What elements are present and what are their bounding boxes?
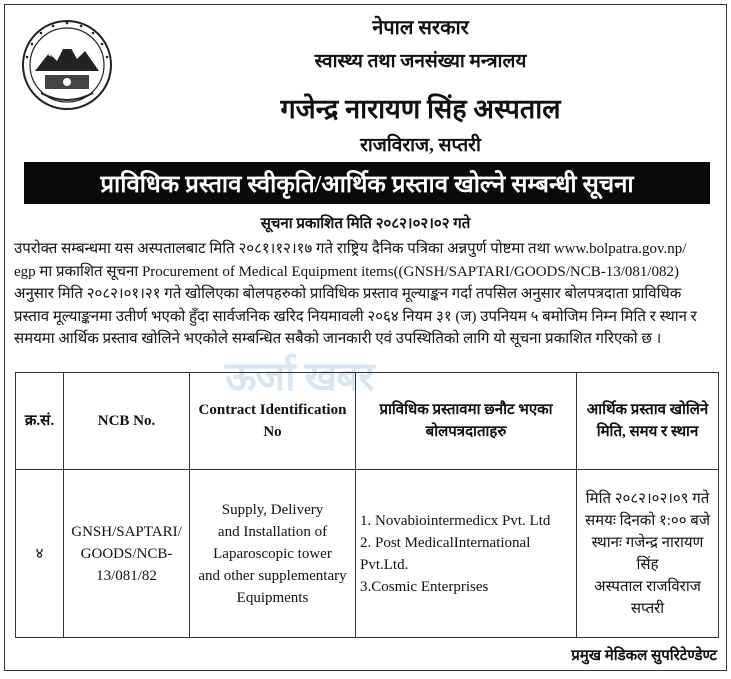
col-header-contract: Contract Identification No xyxy=(190,373,356,470)
col-header-ncb: NCB No. xyxy=(64,373,190,470)
contract-line: Equipments xyxy=(236,589,309,606)
body-line: egp मा प्रकाशित सूचना Procurement of Medical Equipment items((GNSH/SAPTARI/GOODS/NCB-13/081/082) xyxy=(14,263,680,280)
bidder-line: 2. Post MedicalInternational xyxy=(360,534,531,551)
government-heading: नेपाल सरकार xyxy=(372,17,469,39)
nepal-emblem-icon xyxy=(21,19,113,111)
cell-opening xyxy=(577,470,719,638)
opening-line: मिति २०८२।०२।०९ गते xyxy=(585,490,710,507)
notice-body xyxy=(14,238,722,351)
opening-line: स्थानः गजेन्द्र नारायण सिंह xyxy=(591,534,704,573)
table-row xyxy=(16,470,719,638)
bidder-line: Pvt.Ltd. xyxy=(360,556,409,573)
contract-line: Supply, Delivery xyxy=(221,501,324,518)
table-header-row xyxy=(16,373,719,470)
contract-line: Laparoscopic tower xyxy=(213,545,332,562)
ncb-line: 13/081/82 xyxy=(96,567,157,584)
ministry-heading: स्वास्थ्य तथा जनसंख्या मन्त्रालय xyxy=(314,51,527,72)
hospital-heading: गजेन्द्र नारायण सिंह अस्पताल xyxy=(280,94,561,124)
ncb-line: GOODS/NCB- xyxy=(80,545,173,562)
body-line: अनुसार मिति २०८२।०१।२१ गते खोलिएका बोलपहरुको प्राविधिक प्रस्ताव मूल्याङ्कन गर्दा तपसिल अनुसार बोलपत्रदाता प्राविधिक xyxy=(14,286,682,302)
ncb-line: GNSH/SAPTARI/ xyxy=(71,523,182,540)
opening-line: समयः दिनको १:०० बजे xyxy=(585,512,710,529)
opening-line: अस्पताल राजविराज सप्तरी xyxy=(594,578,701,617)
body-line: प्रस्ताव मूल्याङ्कनमा उतीर्ण भएको हुँदा सार्वजनिक खरिद नियमावली २०६४ नियम ३१ (ज) उपनियम ५ बमोजिम निम्न मिति र स्थान र xyxy=(14,308,697,325)
contract-line: and other supplementary xyxy=(198,567,347,584)
publish-date: सूचना प्रकाशित मिति २०८२।०२।०२ गते xyxy=(260,216,471,232)
cell-sn: ४ xyxy=(16,470,64,638)
bidder-line: 1. Novabiointermedicx Pvt. Ltd xyxy=(360,512,551,529)
bidder-line: 3.Cosmic Enterprises xyxy=(360,578,489,595)
col-header-sn: क्र.सं. xyxy=(16,373,64,470)
cell-bidders xyxy=(356,470,577,638)
cell-ncb xyxy=(64,470,190,638)
body-line: समयमा आर्थिक प्रस्ताव खोलिने भएकोले सम्बन्धित सबैको जानकारी एवं उपस्थितिको लागि यो सूचना प्रकाशित गरिएको छ । xyxy=(14,331,662,347)
location-heading: राजविराज, सप्तरी xyxy=(360,135,481,156)
col-header-opening: आर्थिक प्रस्ताव खोलिने मिति, समय र स्थान xyxy=(577,373,719,470)
col-header-bidders: प्राविधिक प्रस्तावमा छनौट भएका बोलपत्रदाताहरु xyxy=(356,373,577,470)
contract-line: and Installation of xyxy=(217,523,328,540)
body-line: उपरोक्त सम्बन्धमा यस अस्पतालबाट मिति २०८१।१२।१७ गते राष्ट्रिय दैनिक पत्रिका अन्नपुर्ण पोष्टमा तथा www.bolpatra.gov.np/ xyxy=(14,241,687,257)
notice-title-banner: प्राविधिक प्रस्ताव स्वीकृति/आर्थिक प्रस्ताव खोल्ने सम्बन्धी सूचना xyxy=(24,162,710,204)
cell-contract xyxy=(190,470,356,638)
watermark-logo: ऊर्जा खबर xyxy=(225,355,374,399)
bid-table xyxy=(15,372,719,638)
signature-title: प्रमुख मेडिकल सुपरिटेण्डेण्ट xyxy=(571,648,717,664)
notice-page xyxy=(4,4,727,671)
